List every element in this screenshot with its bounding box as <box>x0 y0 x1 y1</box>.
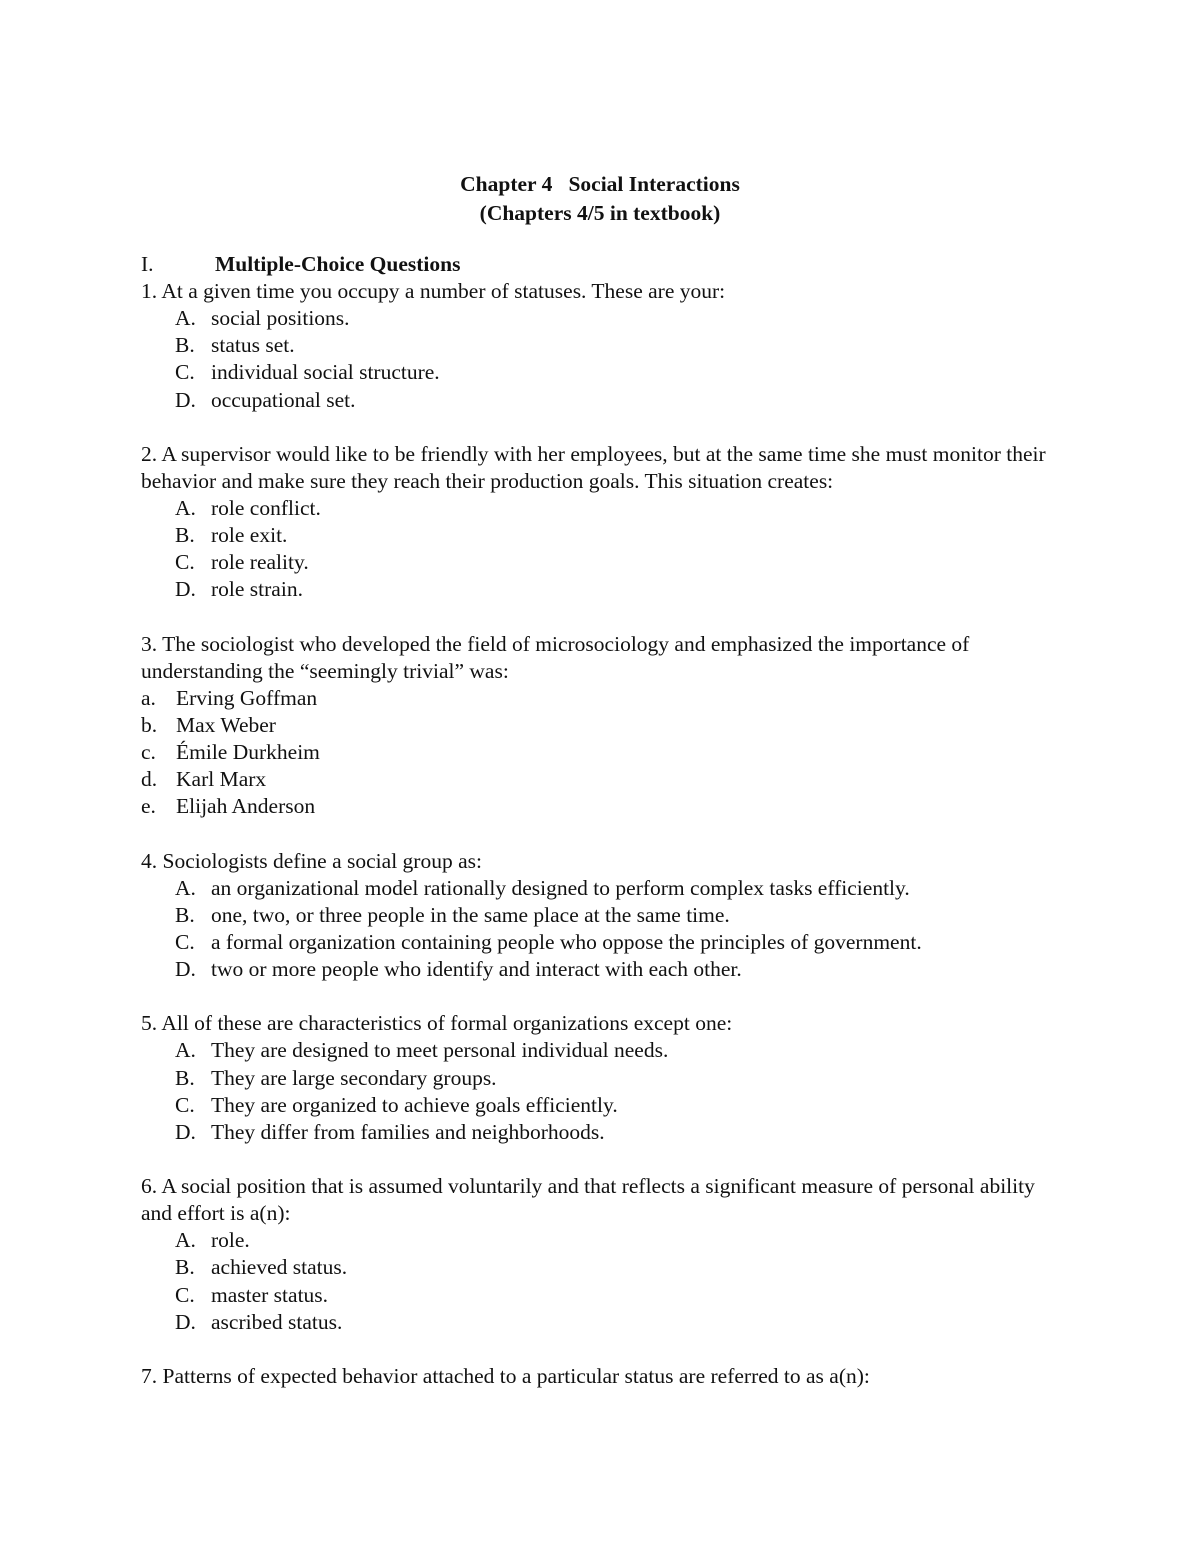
answer-option <box>141 1254 1061 1281</box>
option-text: occupational set. <box>211 387 356 412</box>
section-number: I. <box>141 252 154 276</box>
option-letter: b. <box>141 712 158 737</box>
answer-option <box>141 549 1061 576</box>
option-letter: C. <box>175 1092 195 1117</box>
answer-options <box>141 1227 1061 1336</box>
option-letter: C. <box>175 360 195 385</box>
answer-option <box>141 929 1061 956</box>
option-letter: C. <box>175 1282 195 1307</box>
answer-option <box>141 522 1061 549</box>
answer-option <box>141 495 1061 522</box>
option-text: an organizational model rationally designed to perform complex tasks efficiently. <box>211 875 910 900</box>
answer-option <box>141 1309 1061 1336</box>
option-letter: D. <box>175 577 196 602</box>
document-header <box>0 170 1200 228</box>
option-letter: A. <box>175 306 196 330</box>
option-text: achieved status. <box>211 1255 348 1280</box>
question-1 <box>141 278 1061 414</box>
question-stem: 2. A supervisor would like to be friendly with her employees, but at the same time she must monitor their behavior and make sure they reach their production goals. This situation creates: <box>141 441 1046 493</box>
answer-option <box>141 1119 1061 1146</box>
answer-option <box>141 956 1061 983</box>
answer-option <box>141 875 1061 902</box>
option-letter: A. <box>175 1038 196 1063</box>
option-letter: B. <box>175 333 195 358</box>
answer-option <box>141 685 1061 712</box>
answer-options <box>141 1037 1061 1146</box>
answer-option <box>141 1092 1061 1119</box>
option-text: They differ from families and neighborhoods. <box>211 1120 605 1145</box>
option-text: Elijah Anderson <box>176 794 316 819</box>
document-subtitle: (Chapters 4/5 in textbook) <box>479 201 721 225</box>
option-text: Karl Marx <box>176 767 267 792</box>
option-letter: B. <box>175 902 195 927</box>
answer-option <box>141 332 1061 359</box>
section-heading <box>141 251 460 278</box>
option-text: Max Weber <box>176 712 276 737</box>
option-text: individual social structure. <box>211 360 440 385</box>
answer-option <box>141 305 1061 332</box>
question-stem: 3. The sociologist who developed the field of microsociology and emphasized the importance of understanding the “seemingly trivial” was: <box>141 631 970 683</box>
option-letter: C. <box>175 930 195 955</box>
option-letter: A. <box>175 1228 196 1253</box>
answer-options <box>141 495 1061 604</box>
option-text: one, two, or three people in the same place at the same time. <box>211 902 730 927</box>
option-letter: B. <box>175 523 195 548</box>
section-title: Multiple-Choice Questions <box>215 252 461 276</box>
option-text: master status. <box>211 1282 329 1307</box>
answer-option <box>141 766 1061 793</box>
option-letter: A. <box>175 875 196 900</box>
option-text: status set. <box>211 333 295 358</box>
question-stem: 5. All of these are characteristics of formal organizations except one: <box>141 1011 733 1036</box>
answer-option <box>141 1227 1061 1254</box>
question-stem: 7. Patterns of expected behavior attached to a particular status are referred to as a(n): <box>141 1364 870 1389</box>
option-text: two or more people who identify and interact with each other. <box>211 957 742 982</box>
answer-option <box>141 902 1061 929</box>
option-text: They are designed to meet personal individual needs. <box>211 1038 669 1063</box>
answer-options <box>141 685 1061 821</box>
option-text: ascribed status. <box>211 1309 343 1334</box>
answer-option <box>141 712 1061 739</box>
question-4 <box>141 848 1061 984</box>
option-letter: B. <box>175 1255 195 1280</box>
option-text: They are organized to achieve goals efficiently. <box>211 1092 618 1117</box>
answer-options <box>141 875 1061 984</box>
question-list <box>141 278 1061 1417</box>
question-stem: 1. At a given time you occupy a number of statuses. These are your: <box>141 279 726 303</box>
option-letter: D. <box>175 1309 196 1334</box>
option-text: role strain. <box>211 577 303 602</box>
answer-option <box>141 1065 1061 1092</box>
question-2 <box>141 441 1061 604</box>
question-5 <box>141 1010 1061 1146</box>
option-text: role conflict. <box>211 495 321 520</box>
option-text: a formal organization containing people who oppose the principles of government. <box>211 930 922 955</box>
question-7 <box>141 1363 1061 1390</box>
answer-option <box>141 359 1061 386</box>
option-text: role reality. <box>211 550 309 575</box>
answer-option <box>141 739 1061 766</box>
option-letter: e. <box>141 794 156 819</box>
answer-option <box>141 576 1061 603</box>
option-letter: B. <box>175 1065 195 1090</box>
option-letter: A. <box>175 495 196 520</box>
option-text: Émile Durkheim <box>176 740 320 765</box>
option-letter: D. <box>175 1120 196 1145</box>
option-text: They are large secondary groups. <box>211 1065 497 1090</box>
answer-option <box>141 387 1061 414</box>
answer-options <box>141 305 1061 414</box>
answer-option <box>141 793 1061 820</box>
option-letter: D. <box>175 957 196 982</box>
option-text: role. <box>211 1228 250 1253</box>
option-letter: C. <box>175 550 195 575</box>
option-text: Erving Goffman <box>176 685 318 710</box>
option-letter: d. <box>141 767 158 792</box>
answer-option <box>141 1282 1061 1309</box>
answer-option <box>141 1037 1061 1064</box>
option-text: role exit. <box>211 523 288 548</box>
question-stem: 4. Sociologists define a social group as: <box>141 848 482 873</box>
option-letter: c. <box>141 740 156 765</box>
option-text: social positions. <box>211 306 350 330</box>
document-title: Chapter 4 Social Interactions <box>460 172 740 196</box>
question-stem: 6. A social position that is assumed voluntarily and that reflects a significant measure of personal ability and effort is a(n): <box>141 1174 1035 1226</box>
option-letter: D. <box>175 387 196 412</box>
option-letter: a. <box>141 685 156 710</box>
question-6 <box>141 1173 1061 1336</box>
question-3 <box>141 631 1061 821</box>
